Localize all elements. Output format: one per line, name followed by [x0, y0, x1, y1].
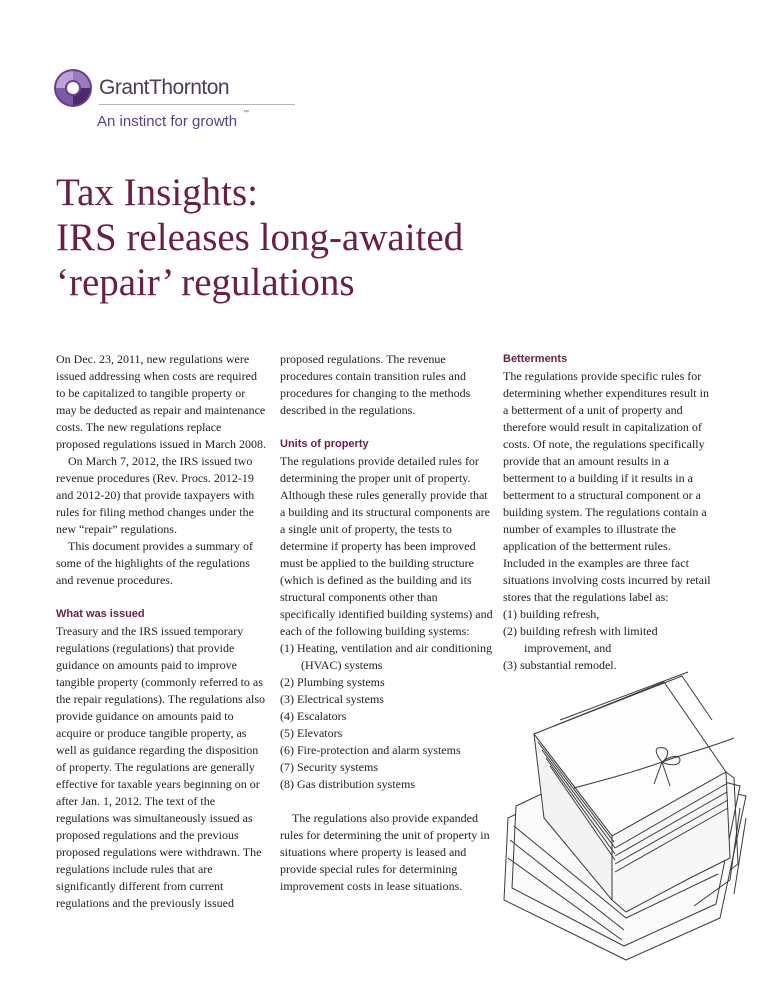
title-line-1: Tax Insights:: [56, 171, 259, 214]
leased-property-paragraph: The regulations also provide expanded rules for determining the unit of property in situations where property is leased and provide special rules for determining improvement costs in lease situations.: [280, 811, 490, 893]
list-item: (1) building refresh,: [503, 607, 600, 621]
list-item: (5) Elevators: [280, 726, 343, 740]
list-item: (8) Gas distribution systems: [280, 777, 415, 791]
list-item: (4) Escalators: [280, 709, 347, 723]
list-item: (2) Plumbing systems: [280, 675, 385, 689]
column-2: [280, 351, 493, 895]
summary-paragraph: This document provides a summary of some of the highlights of the regulations and revenue procedures.: [56, 539, 253, 587]
list-item: (3) Electrical systems: [280, 692, 384, 706]
page-title: [56, 170, 463, 305]
list-item: (7) Security systems: [280, 760, 378, 774]
title-line-3: ‘repair’ regulations: [56, 261, 355, 304]
building-systems-list: [280, 640, 493, 793]
units-of-property-paragraph: The regulations provide detailed rules for determining the proper unit of property. Although these rules generally provide that a building and its structural components are a single unit of property, the tests to determine if property has been improved must be applied to the building structure (which is defined as the building and its structural components other than specifically identified building systems) and each of the following building systems:: [280, 454, 493, 638]
list-item: (3) substantial remodel.: [503, 658, 617, 672]
grant-thornton-swirl-icon: [53, 68, 93, 108]
title-line-2: IRS releases long-awaited: [56, 216, 464, 259]
betterments-paragraph: The regulations provide specific rules for determining whether expenditures result in a betterment of a unit of property and therefore would result in capitalization of costs. Of note, the regulations specifically provide that an amount results in a betterment to a building if it results in a betterment to a structural component or a building system. The regulations contain a number of examples to illustrate the application of the betterment rules. Included in the examples are three fact situations involving costs incurred by retail stores that the regulations label as:: [503, 369, 711, 604]
grant-thornton-logo: [53, 68, 253, 138]
list-item: (1) Heating, ventilation and air conditioning (HVAC) systems: [280, 641, 492, 672]
list-item: (2) building refresh with limited improvement, and: [503, 624, 658, 655]
section-heading-what-was-issued: What was issued: [56, 608, 145, 620]
fact-situations-list: [503, 606, 715, 674]
logo-divider: [99, 104, 295, 105]
column-1: [56, 351, 268, 912]
section-heading-betterments: Betterments: [503, 353, 568, 365]
paper-bundle-illustration: [494, 668, 756, 980]
list-item: (6) Fire-protection and alarm systems: [280, 743, 461, 757]
section-heading-units-of-property: Units of property: [280, 438, 369, 450]
intro-paragraph: On Dec. 23, 2011, new regulations were issued addressing when costs are required to be capitalized to tangible property or may be deducted as repair and maintenance costs. The new regulations replace proposed regulations issued in March 2008.: [56, 352, 266, 451]
brand-name: GrantThornton: [99, 76, 230, 99]
trademark-mark: ™: [243, 110, 249, 116]
what-was-issued-paragraph: Treasury and the IRS issued temporary regulations (regulations) that provide guidance on amounts paid to improve tangible property (commonly referred to as the repair regulations). The regulations also provide guidance on amounts paid to acquire or produce tangible property, as well as guidance regarding the disposition of property. The regulations are generally effective for taxable years beginning on or after Jan. 1, 2012. The text of the regulations was simultaneously issued as proposed regulations and the previous proposed regulations were withdrawn. The regulations include rules that are significantly different from current regulations and the previously issued: [56, 624, 266, 910]
column-3: [503, 351, 715, 674]
revenue-procedures-paragraph: On March 7, 2012, the IRS issued two revenue procedures (Rev. Procs. 2012-19 and 2012-20) that provide taxpayers with rules for filing method changes under the new “repair” regulations.: [56, 454, 255, 536]
brand-tagline: An instinct for growth: [97, 113, 238, 130]
continuation-paragraph: proposed regulations. The revenue procedures contain transition rules and procedures for changing to the methods described in the regulations.: [280, 352, 471, 417]
